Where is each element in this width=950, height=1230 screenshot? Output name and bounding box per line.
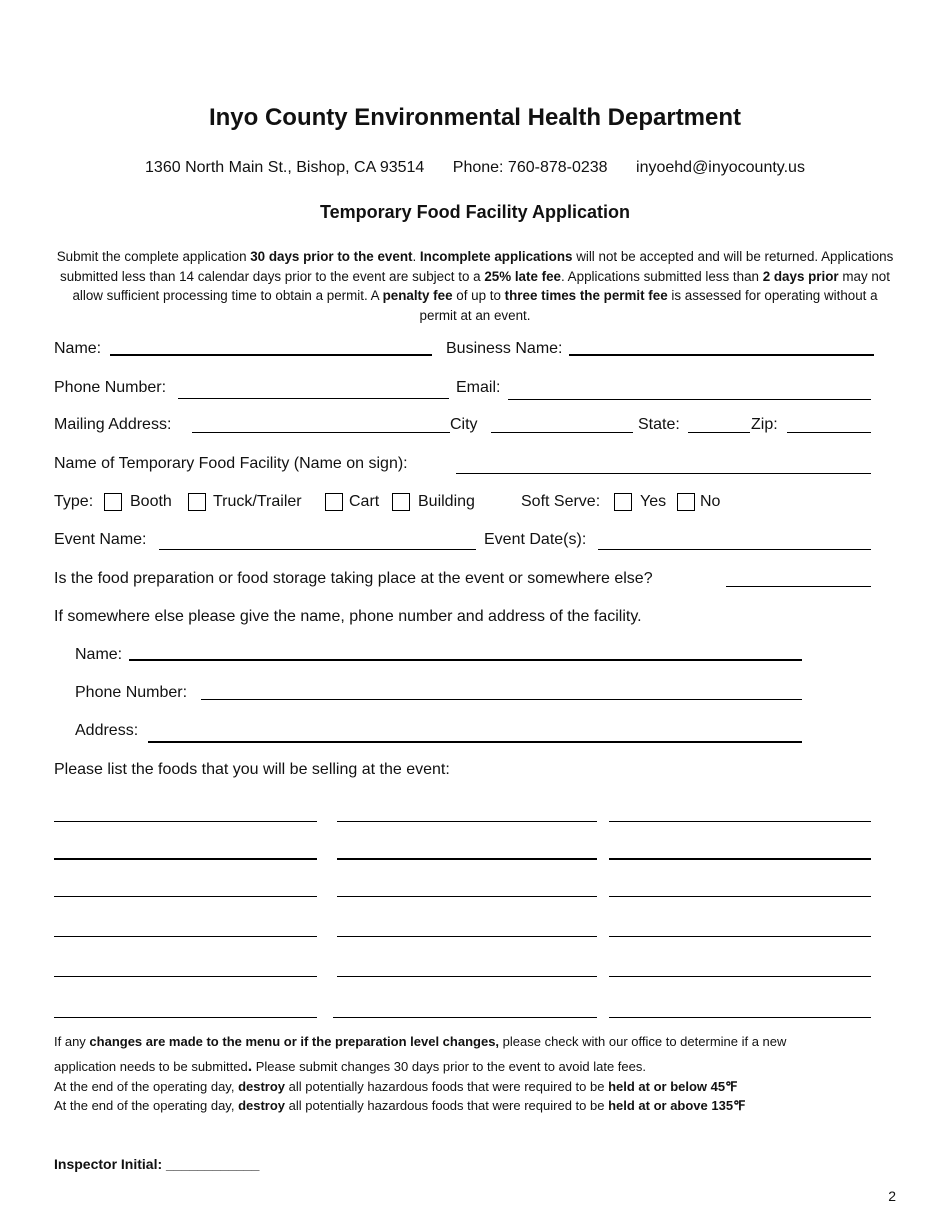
email-field[interactable] xyxy=(508,399,871,400)
city-field[interactable] xyxy=(491,432,633,433)
food-line[interactable] xyxy=(54,821,317,822)
food-line[interactable] xyxy=(337,896,597,897)
email-label: Email: xyxy=(456,379,501,396)
truck-trailer-checkbox[interactable] xyxy=(188,493,206,511)
food-line[interactable] xyxy=(54,1017,317,1018)
food-line[interactable] xyxy=(609,1017,871,1018)
type-label: Type: xyxy=(54,493,94,510)
cold-holding-note: At the end of the operating day, destroy all potentially hazardous foods that were required to be held at or below 45℉ xyxy=(54,1079,738,1094)
booth-label: Booth xyxy=(130,493,172,510)
cart-label: Cart xyxy=(349,493,380,510)
state-field[interactable] xyxy=(688,432,750,433)
agency-email: inyoehd@inyocounty.us xyxy=(636,159,805,176)
food-line[interactable] xyxy=(609,936,871,937)
cart-checkbox[interactable] xyxy=(325,493,343,511)
building-checkbox[interactable] xyxy=(392,493,410,511)
truck-trailer-label: Truck/Trailer xyxy=(213,493,302,510)
facility-sub-address-label: Address: xyxy=(75,722,139,739)
building-label: Building xyxy=(418,493,475,510)
food-line[interactable] xyxy=(333,1017,597,1018)
foods-prompt: Please list the foods that you will be selling at the event: xyxy=(54,761,450,778)
hot-holding-note: At the end of the operating day, destroy all potentially hazardous foods that were required to be held at or above 135℉ xyxy=(54,1098,746,1113)
agency-phone: Phone: 760-878-0238 xyxy=(452,159,608,176)
food-line[interactable] xyxy=(609,821,871,822)
zip-label: Zip: xyxy=(751,416,778,433)
form-title: Temporary Food Facility Application xyxy=(319,202,631,222)
resubmit-note: application needs to be submitted. Please submit changes 30 days prior to the event to avoid late fees. xyxy=(54,1058,646,1075)
food-line[interactable] xyxy=(337,936,597,937)
prep-location-field[interactable] xyxy=(726,586,871,587)
facility-name-label: Name of Temporary Food Facility (Name on sign): xyxy=(54,455,408,472)
event-dates-label: Event Date(s): xyxy=(484,531,587,548)
name-label: Name: xyxy=(54,340,102,357)
page-number: 2 xyxy=(888,1188,896,1204)
food-line[interactable] xyxy=(337,821,597,822)
facility-sub-phone-field[interactable] xyxy=(201,699,802,700)
phone-field[interactable] xyxy=(178,398,449,399)
prep-location-question: Is the food preparation or food storage taking place at the event or somewhere else? xyxy=(54,570,653,587)
food-line[interactable] xyxy=(54,936,317,937)
phone-label: Phone Number: xyxy=(54,379,167,396)
menu-change-note: If any changes are made to the menu or if the preparation level changes, please check with our office to determine if a new xyxy=(54,1034,787,1049)
facility-sub-address-field[interactable] xyxy=(148,741,802,743)
food-line[interactable] xyxy=(54,896,317,897)
facility-sub-name-label: Name: xyxy=(75,646,123,663)
zip-field[interactable] xyxy=(787,432,871,433)
event-name-field[interactable] xyxy=(159,549,476,550)
booth-checkbox[interactable] xyxy=(104,493,122,511)
soft-serve-yes-label: Yes xyxy=(640,493,667,510)
event-name-label: Event Name: xyxy=(54,531,147,548)
soft-serve-no-label: No xyxy=(700,493,721,510)
facility-sub-phone-label: Phone Number: xyxy=(75,684,188,701)
food-line[interactable] xyxy=(54,858,317,860)
agency-address: 1360 North Main St., Bishop, CA 93514 xyxy=(145,159,425,176)
food-line[interactable] xyxy=(609,858,871,860)
food-line[interactable] xyxy=(54,976,317,977)
state-label: State: xyxy=(638,416,680,433)
food-line[interactable] xyxy=(337,858,597,860)
facility-sub-name-field[interactable] xyxy=(129,659,802,661)
food-line[interactable] xyxy=(609,896,871,897)
intro-paragraph: Submit the complete application 30 days prior to the event. Incomplete applications will not be accepted and will be returned. Applications submitted less than 14 calendar days prior to the event are subject to a 25% late fee. Applications submitted less than 2 days prior may not allow sufficient processing time to obtain a permit. A penalty fee of up to three times the permit fee is assessed for operating without a permit at an event. xyxy=(56,249,894,323)
name-field[interactable] xyxy=(110,354,432,356)
business-name-label: Business Name: xyxy=(446,340,563,357)
business-name-field[interactable] xyxy=(569,354,874,356)
mailing-address-field[interactable] xyxy=(192,432,450,433)
food-line[interactable] xyxy=(337,976,597,977)
soft-serve-label: Soft Serve: xyxy=(521,493,601,510)
soft-serve-no-checkbox[interactable] xyxy=(677,493,695,511)
event-dates-field[interactable] xyxy=(598,549,871,550)
mailing-address-label: Mailing Address: xyxy=(54,416,172,433)
contact-info xyxy=(0,159,950,177)
soft-serve-yes-checkbox[interactable] xyxy=(614,493,632,511)
agency-title: Inyo County Environmental Health Department xyxy=(208,104,742,131)
city-label: City xyxy=(450,416,478,433)
food-line[interactable] xyxy=(609,976,871,977)
inspector-initial: Inspector Initial: ____________ xyxy=(54,1156,260,1172)
elsewhere-prompt: If somewhere else please give the name, phone number and address of the facility. xyxy=(54,608,642,625)
facility-name-field[interactable] xyxy=(456,473,871,474)
